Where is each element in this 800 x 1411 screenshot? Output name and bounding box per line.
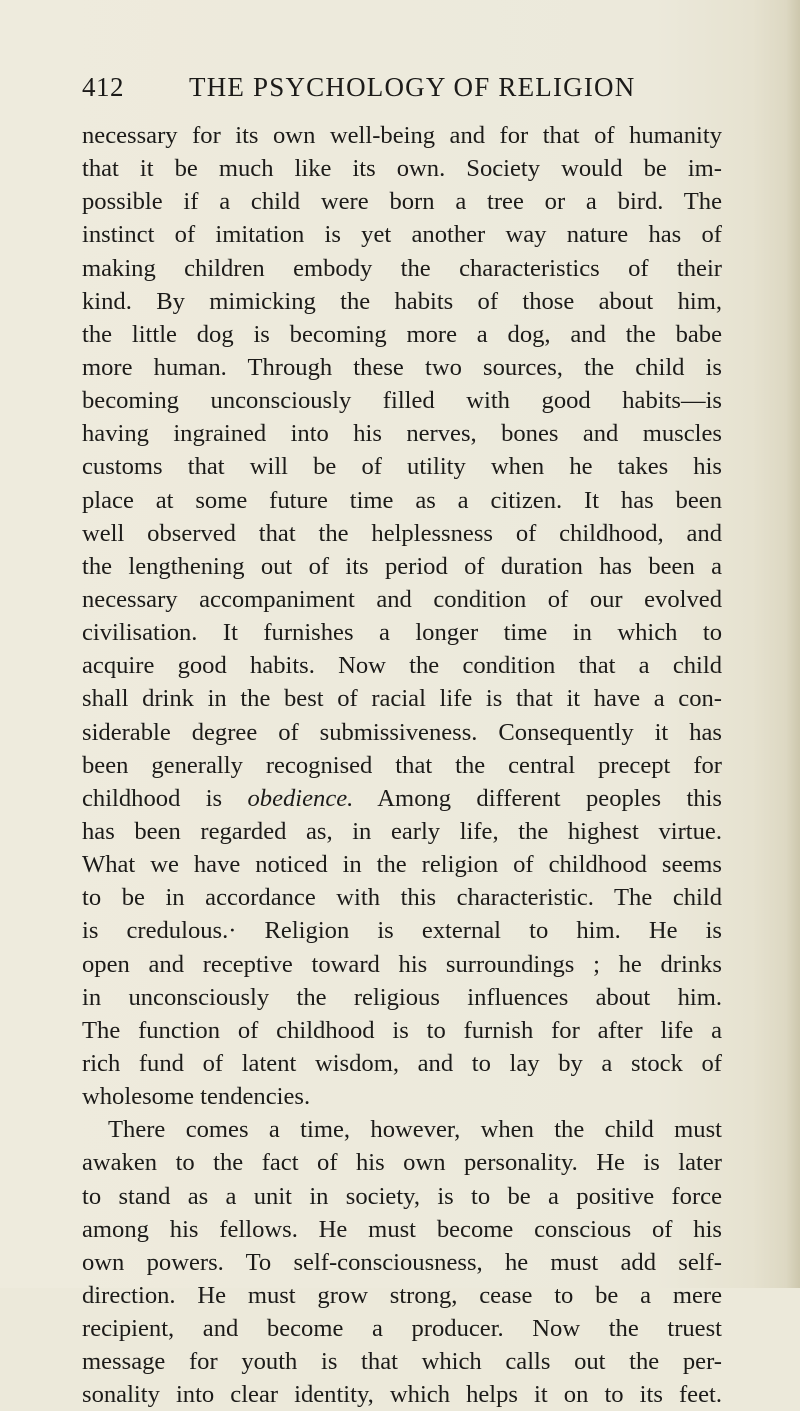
page-number: 412 [82, 72, 124, 102]
text-line: place at some future time as a citizen. It has been [82, 486, 722, 514]
text-line: the little dog is becoming more a dog, and the babe [82, 320, 722, 348]
emphasized-word: obedience. [247, 784, 354, 812]
page-edge-shadow [786, 0, 800, 1288]
text-line: to be in accordance with this characteristic. The child [82, 884, 722, 912]
text-line: among his fellows. He must become conscious of his [82, 1215, 722, 1243]
text-line: customs that will be of utility when he takes his [82, 453, 722, 481]
text-line: necessary for its own well-being and for that of humanity [82, 122, 722, 149]
text-line: recipient, and become a producer. Now the truest [82, 1315, 722, 1343]
text-line: becoming unconsciously filled with good habits—is [82, 387, 722, 415]
text-line: acquire good habits. Now the condition that a child [82, 652, 722, 680]
text-line: sonality into clear identity, which helps it on to its feet. [82, 1381, 722, 1409]
text-line: kind. By mimicking the habits of those about him, [82, 287, 722, 315]
text-line: The function of childhood is to furnish for after life a [82, 1016, 722, 1044]
running-title: THE PSYCHOLOGY OF RELIGION [189, 72, 636, 102]
text-line: been generally recognised that the central precept for [82, 751, 722, 779]
text-line: instinct of imitation is yet another way nature has of [82, 221, 722, 249]
text-line: direction. He must grow strong, cease to be a mere [82, 1281, 722, 1309]
text-line: rich fund of latent wisdom, and to lay by a stock of [82, 1049, 722, 1077]
text-line: civilisation. It furnishes a longer time in which to [82, 619, 722, 647]
text-line: What we have noticed in the religion of childhood seems [82, 851, 722, 879]
text-line: own powers. To self-consciousness, he must add self- [82, 1248, 722, 1276]
text-line: shall drink in the best of racial life is that it have a con- [82, 685, 722, 713]
text-line: possible if a child were born a tree or a bird. The [82, 188, 722, 216]
text-line: has been regarded as, in early life, the highest virtue. [82, 817, 722, 845]
text-line: is credulous.· Religion is external to him. He is [82, 917, 722, 945]
text-segment: childhood is [82, 784, 248, 812]
body-text [82, 119, 722, 1411]
text-line: message for youth is that which calls out the per- [82, 1348, 722, 1376]
text-line: necessary accompaniment and condition of our evolved [82, 585, 722, 613]
text-line: in unconsciously the religious influences about him. [82, 983, 722, 1011]
text-line-with-emphasis [82, 782, 722, 815]
text-line: that it be much like its own. Society would be im- [82, 155, 722, 183]
text-segment: Among different peoples this [353, 784, 722, 812]
text-line: siderable degree of submissiveness. Consequently it has [82, 718, 722, 746]
text-line: to stand as a unit in society, is to be a positive force [82, 1182, 722, 1210]
paragraph-first-line: There comes a time, however, when the child must [108, 1116, 722, 1144]
text-line: the lengthening out of its period of duration has been a [82, 552, 722, 580]
paragraph-end-line: wholesome tendencies. [82, 1083, 311, 1111]
text-line: making children embody the characteristics of their [82, 254, 722, 282]
text-line: awaken to the fact of his own personality. He is later [82, 1149, 722, 1177]
text-line: having ingrained into his nerves, bones and muscles [82, 420, 722, 448]
text-line: open and receptive toward his surroundings ; he drinks [82, 950, 722, 978]
text-line: more human. Through these two sources, the child is [82, 353, 722, 381]
text-line: well observed that the helplessness of childhood, and [82, 519, 722, 547]
running-header [82, 72, 722, 112]
